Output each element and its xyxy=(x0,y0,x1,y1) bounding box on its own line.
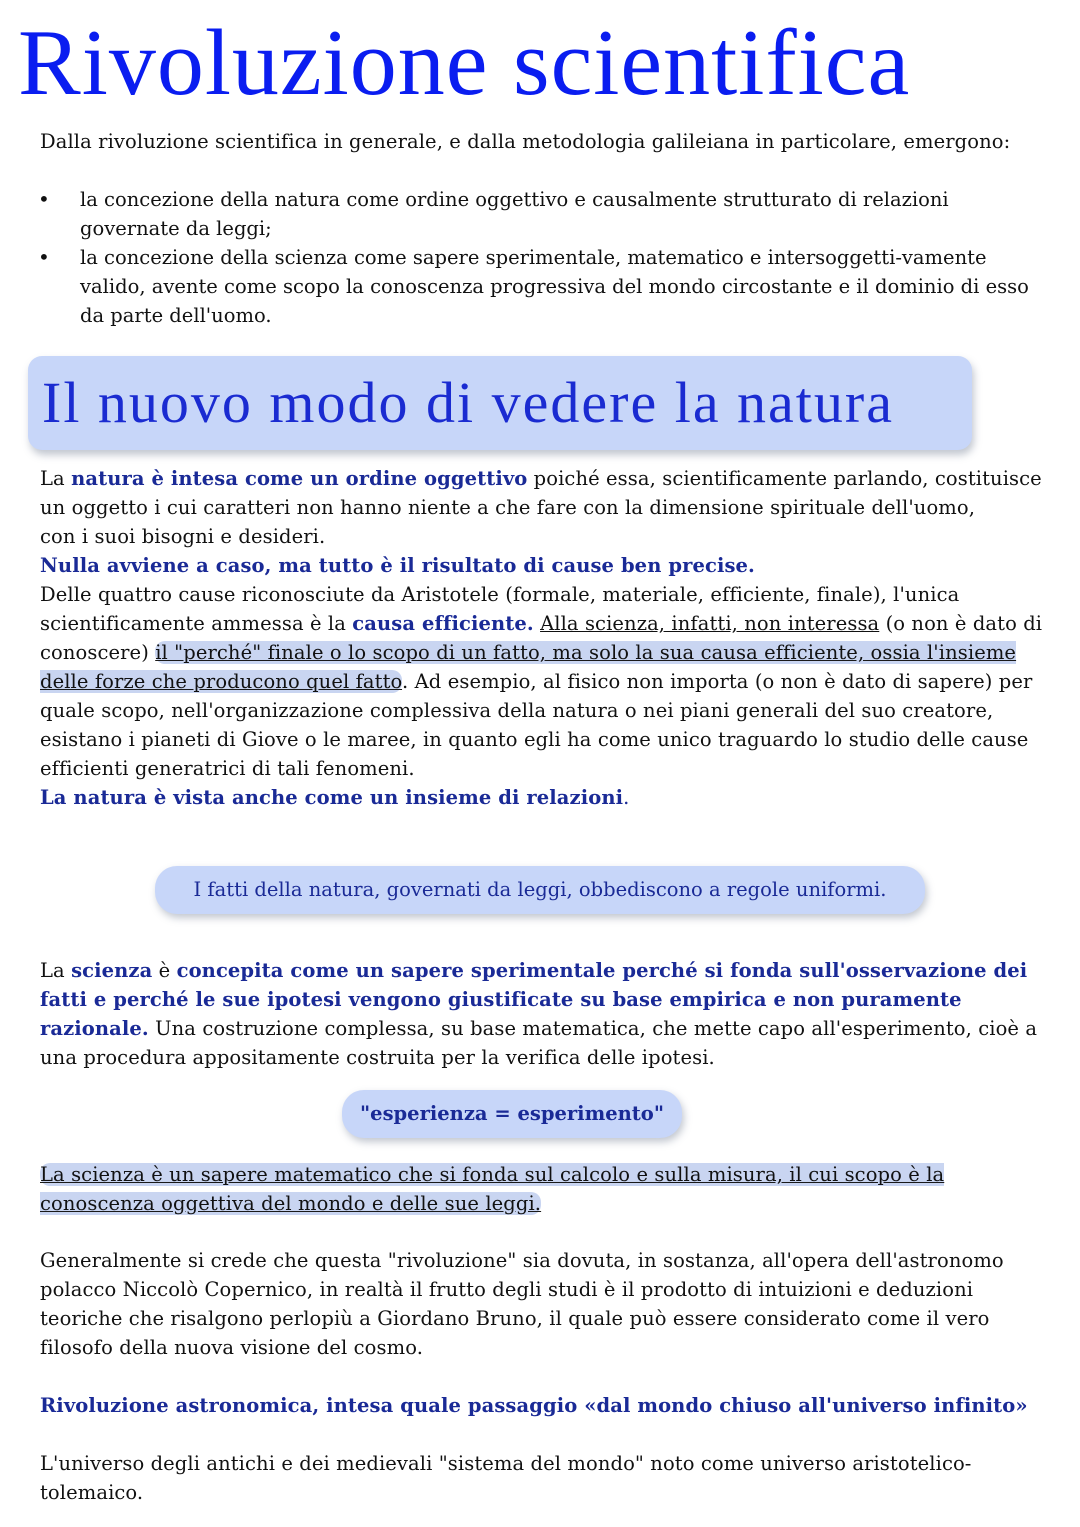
text-span: Delle quattro cause riconosciute da Aristotele (formale, materiale, efficiente, finale), l'unica scientificamente ammessa è la xyxy=(40,583,960,635)
highlighted-perche-finale: il "perché" finale o lo scopo di un fatto, ma solo la sua causa efficiente, ossia l'insieme delle forze che producono quel fatto xyxy=(40,641,1017,693)
section-heading: Il nuovo modo di vedere la natura xyxy=(42,370,894,435)
scienza-paragraph xyxy=(40,956,1050,1072)
text-span: (o non è dato di conoscere) xyxy=(40,612,1043,664)
page-title: Rivoluzione scientifica xyxy=(18,11,911,115)
matematico-paragraph xyxy=(40,1160,1050,1218)
section-heading-box xyxy=(28,356,972,450)
text-span: è xyxy=(152,959,177,982)
bullet-list xyxy=(40,185,1030,330)
highlight-sapere-sperimentale: concepita come un sapere sperimentale perché si fonda sull'osservazione dei fatti e perché le sue ipotesi vengono giustificate su base empirica e non puramente razionale. xyxy=(40,959,1028,1040)
text-span: Una costruzione complessa, su base matematica, che mette capo all'esperimento, cioè a una procedura appositamente costruita per la verifica delle ipotesi. xyxy=(40,1017,1038,1069)
bullet-item-scienza: • la concezione della scienza come sapere sperimentale, matematico e intersoggetti-vamente valido, avente come scopo la conoscenza progressiva del mondo circostante e il dominio di esso da parte dell'uomo. xyxy=(40,243,1030,330)
highlight-scienza: scienza xyxy=(71,959,153,982)
copernico-paragraph: Generalmente si crede che questa "rivoluzione" sia dovuta, in sostanza, all'opera dell'astronomo polacco Niccolò Copernico, in realtà il frutto degli studi è il prodotto di intuizioni e deduzioni teoriche che risalgono perlopiù a Giordano Bruno, il quale può essere considerato come il vero filosofo della nuova visione del cosmo. xyxy=(40,1249,1004,1359)
text-span: . Ad esempio, al fisico non importa (o non è dato di sapere) per quale scopo, nell'organizzazione complessiva della natura o nei piani generali del suo creatore, esistano i pianeti di Giove o le maree, in quanto egli ha come unico traguardo lo studio delle cause efficienti generatrici di tali fenomeni. xyxy=(40,670,1033,780)
highlight-insieme-relazioni: La natura è vista anche come un insieme di relazioni xyxy=(40,786,624,809)
text-span: La xyxy=(40,959,72,982)
underlined-alla-scienza: Alla scienza, infatti, non interessa xyxy=(540,612,880,635)
bullet-item-natura: • la concezione della natura come ordine oggettivo e causalmente strutturato di relazioni governate da leggi; xyxy=(40,185,1030,243)
highlight-causa-efficiente: causa efficiente. xyxy=(352,612,534,635)
highlighted-sapere-matematico: La scienza è un sapere matematico che si fonda sul calcolo e sulla misura, il cui scopo è la conoscenza oggettiva del mondo e delle sue leggi. xyxy=(40,1163,945,1215)
natura-paragraph xyxy=(40,464,1050,812)
text-span: . xyxy=(623,786,630,809)
intro-text: Dalla rivoluzione scientifica in generale, e dalla metodologia galileiana in particolare, emergono: xyxy=(40,130,1011,153)
highlight-natura-ordine: natura è intesa come un ordine oggettivo xyxy=(71,467,528,490)
callout-esperienza: "esperienza = esperimento" xyxy=(342,1090,682,1138)
callout-fatti-natura: I fatti della natura, governati da leggi, obbediscono a regole uniformi. xyxy=(155,866,925,914)
text-span: poiché essa, scientificamente parlando, costituisce un oggetto i cui caratteri non hanno niente a che fare con la dimensione spirituale dell'uomo, xyxy=(40,467,1042,519)
text-span: con i suoi bisogni e desideri. xyxy=(40,525,326,548)
text-span: La xyxy=(40,467,72,490)
universo-paragraph: L'universo degli antichi e dei medievali "sistema del mondo" noto come universo aristotelico-tolemaico. xyxy=(40,1452,972,1504)
astronomica-heading: Rivoluzione astronomica, intesa quale passaggio «dal mondo chiuso all'universo infinito» xyxy=(40,1394,1028,1417)
highlight-nulla-avviene: Nulla avviene a caso, ma tutto è il risultato di cause ben precise. xyxy=(40,554,755,577)
